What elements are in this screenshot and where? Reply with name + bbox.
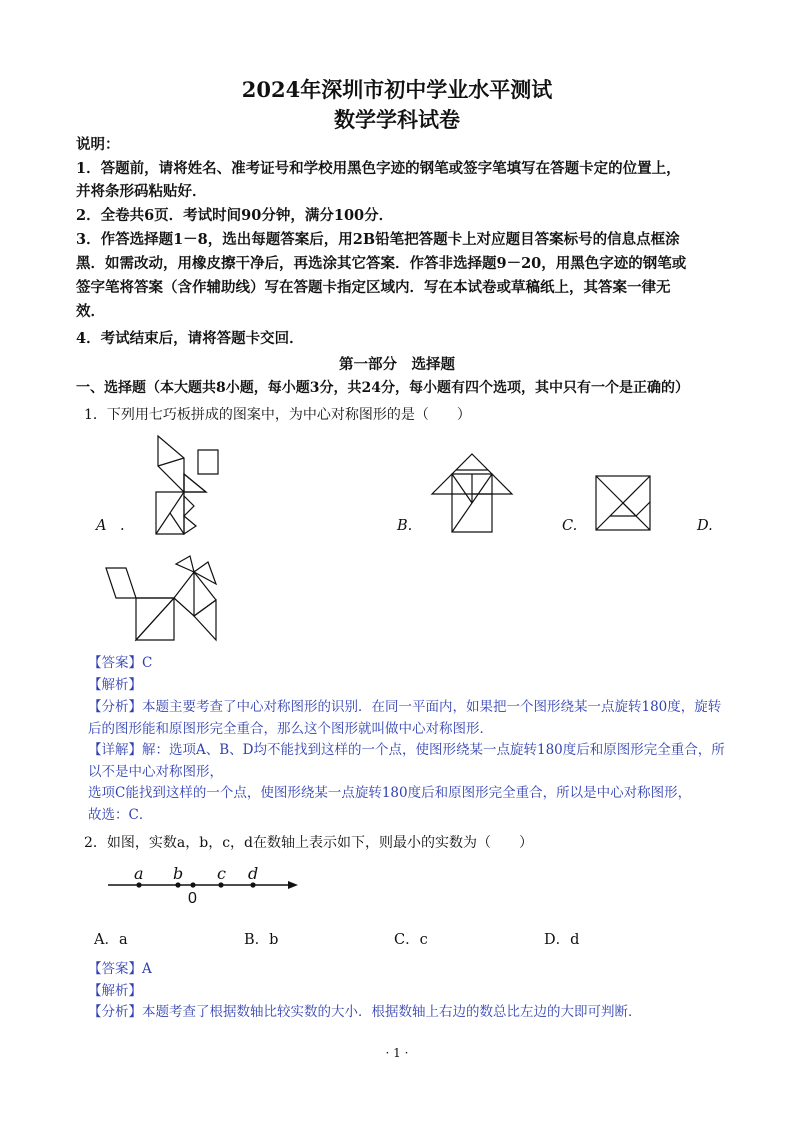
q2-stem: 2．如图，实数a，b，c，d在数轴上表示如下，则最小的实数为（ ） <box>84 835 534 851</box>
q1-detail-line: 以不是中心对称图形， <box>88 764 223 780</box>
instruction-line: 并将条形码粘贴好． <box>76 183 207 200</box>
point-zero <box>190 882 195 887</box>
q1-stem: 1．下列用七巧板拼成的图案中，为中心对称图形的是（ ） <box>84 407 471 423</box>
q2-number-line <box>100 860 300 910</box>
axis-label-c: c <box>217 864 226 883</box>
q1-figure-c-square[interactable] <box>594 474 652 532</box>
axis-label-a: a <box>134 864 144 883</box>
instruction-line: 3．作答选择题1－8，选出每题答案后，用2B铅笔把答题卡上对应题目答案标号的信息点框涂 <box>76 231 680 248</box>
q1-detail-line: 【详解】解：选项A、B、D均不能找到这样的一个点，使图形绕某一点旋转180度后和原图形完全重合，所 <box>88 742 725 758</box>
q1-figure-a-rabbit[interactable] <box>150 434 220 536</box>
q1-option-d-label: D. <box>697 518 713 534</box>
instruction-line: 黑．如需改动，用橡皮擦干净后，再选涂其它答案．作答非选择题9－20，用黑色字迹的钢笔或 <box>76 255 687 272</box>
q1-jiexi: 【解析】 <box>88 677 142 693</box>
q2-analysis: 【分析】本题考查了根据数轴比较实数的大小．根据数轴上右边的数总比左边的大即可判断． <box>88 1004 642 1020</box>
point-b <box>175 882 180 887</box>
part-title: 第一部分 选择题 <box>339 356 455 373</box>
instruction-line: 1．答题前，请将姓名、准考证号和学校用黑色字迹的钢笔或签字笔填写在答题卡定的位置上， <box>76 160 681 177</box>
q2-option-a[interactable]: A．a <box>94 932 128 948</box>
section-heading: 一、选择题（本大题共8小题，每小题3分，共24分，每小题有四个选项，其中只有一个是正确的） <box>76 380 689 396</box>
instruction-line: 签字笔将答案（含作辅助线）写在答题卡指定区域内．写在本试卷或草稿纸上，其答案一律无 <box>76 279 671 296</box>
q2-option-d[interactable]: D．d <box>544 932 580 948</box>
point-c <box>218 882 223 887</box>
axis-label-b: b <box>173 864 184 883</box>
q2-answer: 【答案】A <box>88 961 152 977</box>
point-d <box>250 882 255 887</box>
q1-answer: 【答案】C <box>88 655 153 671</box>
page-number: · 1 · <box>385 1046 409 1060</box>
axis-label-d: d <box>248 864 259 883</box>
instruction-line: 2．全卷共6页．考试时间90分钟，满分100分． <box>76 207 394 224</box>
q1-option-a-label: A <box>96 518 107 534</box>
q2-option-c[interactable]: C．c <box>394 932 428 948</box>
number-line-arrow <box>288 881 298 889</box>
q1-figure-d-dog[interactable] <box>104 554 220 644</box>
q2-jiexi: 【解析】 <box>88 983 142 999</box>
q1-figure-b-house[interactable] <box>430 452 514 534</box>
q1-analysis-line: 【分析】本题主要考查了中心对称图形的识别．在同一平面内，如果把一个图形绕某一点旋转180度，旋转 <box>88 699 722 715</box>
q1-option-c-label: C. <box>562 518 578 534</box>
exam-subtitle: 数学学科试卷 <box>334 107 460 132</box>
q1-detail-line: 选项C能找到这样的一个点，使图形绕某一点旋转180度后和原图形完全重合，所以是中心对称图形， <box>88 785 692 801</box>
instruction-line: 4．考试结束后，请将答题卡交回． <box>76 330 304 347</box>
instruction-line: 效． <box>76 303 105 320</box>
point-a <box>136 882 141 887</box>
axis-label-zero: 0 <box>188 890 197 907</box>
instructions-heading: 说明： <box>76 136 120 153</box>
q1-option-b-label: B. <box>397 518 413 534</box>
exam-title: 2024年深圳市初中学业水平测试 <box>241 77 553 102</box>
q1-option-a-dot: . <box>120 518 125 534</box>
q1-analysis-line: 后的图形能和原图形完全重合，那么这个图形就叫做中心对称图形． <box>88 721 493 737</box>
q2-option-b[interactable]: B．b <box>244 932 279 948</box>
q1-detail-line: 故选：C． <box>88 807 153 823</box>
